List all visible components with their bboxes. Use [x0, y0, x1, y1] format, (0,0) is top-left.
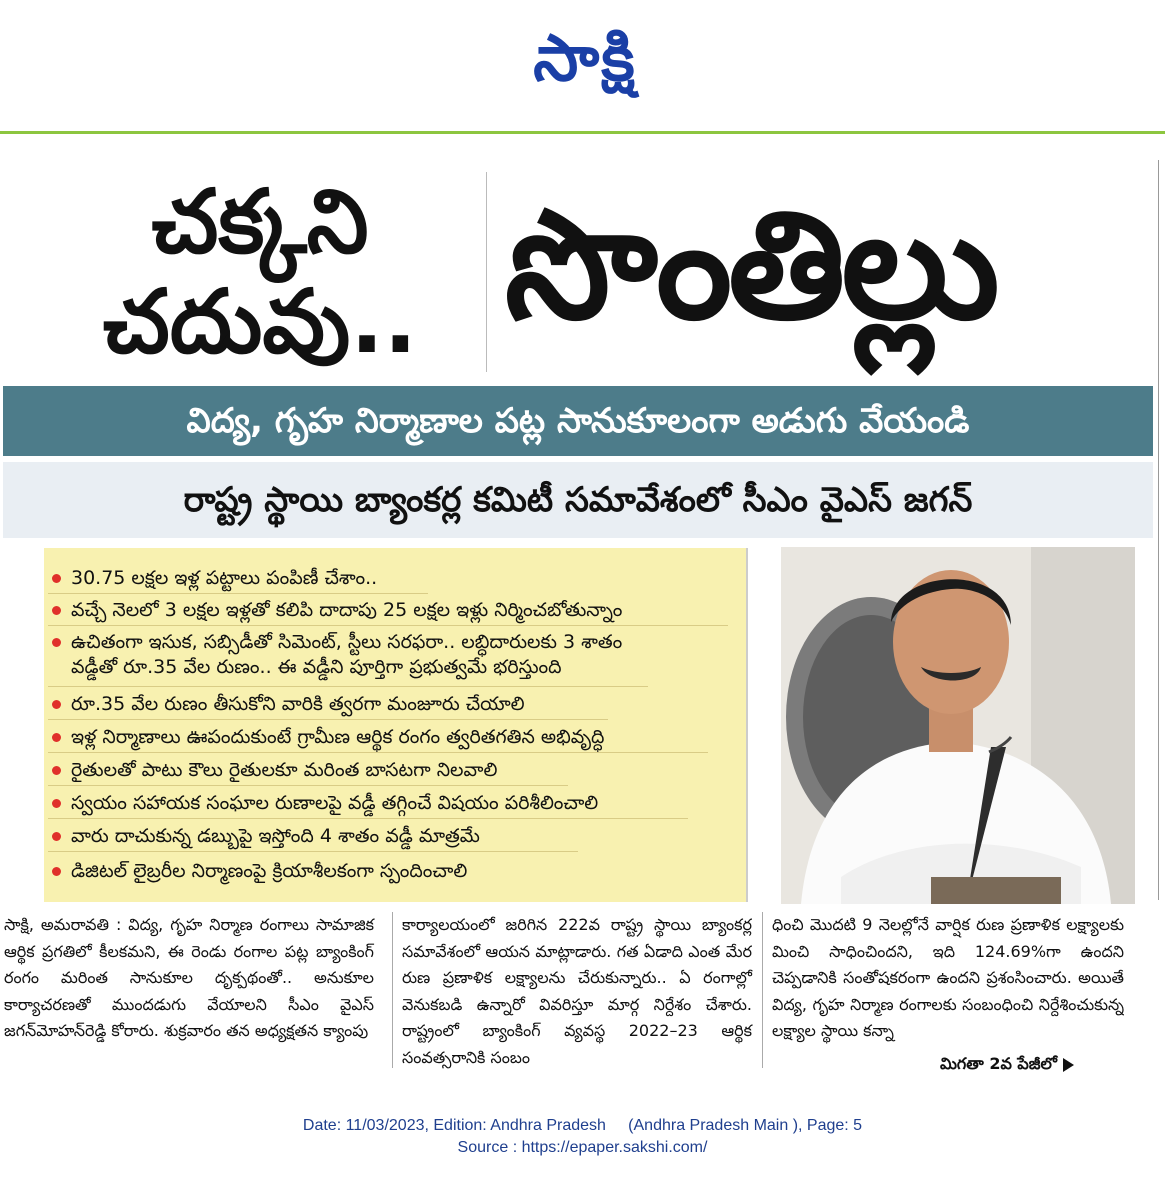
masthead: [0, 0, 1165, 130]
highlight-item: డిజిటల్ లైబ్రరీల నిర్మాణంపై క్రియాశీలకంగా స్పందించాలి: [52, 859, 467, 883]
highlight-item: రూ.35 వేల రుణం తీసుకోని వారికి త్వరగా మంజూరు చేయాలి: [52, 692, 525, 716]
highlight-rule: [48, 851, 578, 852]
column-rule: [762, 912, 763, 1068]
column-rule: [392, 912, 393, 1068]
highlight-rule: [48, 686, 648, 687]
highlight-item: 30.75 లక్షల ఇళ్ల పట్టాలు పంపిణీ చేశాం..: [52, 566, 377, 590]
bullet-dot-icon: [52, 832, 61, 841]
body-column-3: ధించి మొదటి 9 నెలల్లోనే వార్షిక రుణ ప్రణాళిక లక్ష్యాలకు మించి సాధించిందని, ఇది 124.69%గా ఉందని చెప్పడానికి సంతోషకరంగా ఉందని ప్రశంసించారు. అయితే విద్య, గృహ నిర్మాణ రంగాలకు సంబంధించి నిర్దేశించుకున్న లక్ష్యాల స్థాయి కన్నా: [772, 915, 1124, 1040]
highlights-box: [44, 548, 748, 902]
body-column-1: సాక్షి, అమరావతి : విద్య, గృహ నిర్మాణ రంగాలు సామాజిక ఆర్థిక ప్రగతిలో కీలకమని, ఈ రెండు రంగాల పట్ల బ్యాంకింగ్ రంగం మరింత సానుకూల దృక్పథంతో.. అనుకూల కార్యాచరణతో ముందడుగు వేయాలని సీఎం వైఎస్ జగన్‌మోహన్‌రెడ్డి కోరారు. శుక్రవారం తన అధ్యక్షతన క్యాంపు: [4, 915, 374, 1040]
highlight-item: రైతులతో పాటు కౌలు రైతులకూ మరింత బాసటగా నిలవాలి: [52, 758, 497, 782]
subheadline-secondary: రాష్ట్ర స్థాయి బ్యాంకర్ల కమిటీ సమావేశంలో సీఎం వైఎస్ జగన్: [3, 462, 1153, 538]
bullet-dot-icon: [52, 574, 61, 583]
bullet-dot-icon: [52, 700, 61, 709]
footer: [0, 1115, 1165, 1159]
footer-date-edition: Date: 11/03/2023, Edition: Andhra Pradesh (Andhra Pradesh Main ), Page: 5: [302, 1117, 863, 1134]
bullet-dot-icon: [52, 867, 61, 876]
continued-on-page: మిగతా 2వ పేజీలో: [940, 1054, 1074, 1077]
cm-photo: [781, 547, 1135, 904]
subheadline-primary: విద్య, గృహ నిర్మాణాల పట్ల సానుకూలంగా అడుగు వేయండి: [3, 386, 1153, 456]
masthead-divider: [0, 131, 1165, 134]
body-column-2: కార్యాలయంలో జరిగిన 222వ రాష్ట్ర స్థాయి బ్యాంకర్ల సమావేశంలో ఆయన మాట్లాడారు. గత ఏడాది ఎంత మేర రుణ ప్రణాళిక లక్ష్యాలను చేరుకున్నారు.. ఏ రంగాల్లో వెనుకబడి ఉన్నారో వివరిస్తూ మార్గ నిర్దేశం చేశారు. రాష్ట్రంలో బ్యాంకింగ్ వ్యవస్థ 2022–23 ఆర్థిక సంవత్సరానికి సంబం: [402, 915, 752, 1067]
sakshi-logo: సాక్షి: [533, 22, 637, 96]
highlight-item-continuation: వడ్డీతో రూ.35 వేల రుణం.. ఈ వడ్డీని పూర్తిగా ప్రభుత్వమే భరిస్తుంది: [71, 656, 562, 678]
highlight-rule: [48, 785, 568, 786]
headline-left-line2: చదువు..: [102, 270, 418, 373]
bullet-dot-icon: [52, 799, 61, 808]
bullet-dot-icon: [52, 766, 61, 775]
highlight-item: వారు దాచుకున్న డబ్బుపై ఇస్తోంది 4 శాతం వడ్డీ మాత్రమే: [52, 824, 480, 848]
headline-left-line1: చక్కని: [151, 170, 369, 273]
footer-source: Source : https://epaper.sakshi.com/: [457, 1139, 708, 1156]
bullet-dot-icon: [52, 733, 61, 742]
highlight-item: ఇళ్ల నిర్మాణాలు ఊపందుకుంటే గ్రామీణ ఆర్థిక రంగం త్వరితగతిన అభివృద్ధి: [52, 725, 604, 749]
bullet-dot-icon: [52, 638, 61, 647]
headline-right: సొంతిల్లు: [505, 179, 996, 353]
headline: [0, 150, 1160, 382]
headline-divider: [486, 172, 487, 372]
highlight-item: ఉచితంగా ఇసుక, సబ్సిడీతో సిమెంట్, స్టీలు సరఫరా.. లబ్ధిదారులకు 3 శాతం: [52, 630, 622, 654]
highlight-item: వచ్చే నెలలో 3 లక్షల ఇళ్లతో కలిపి దాదాపు 25 లక్షల ఇళ్లు నిర్మించబోతున్నాం: [52, 598, 622, 622]
highlight-rule: [48, 593, 428, 594]
highlight-rule: [48, 625, 728, 626]
cm-photo-illustration: [781, 547, 1135, 904]
highlight-rule: [48, 818, 688, 819]
headline-left: [40, 172, 480, 372]
arrow-right-icon: [1063, 1058, 1074, 1072]
highlight-rule: [48, 752, 708, 753]
highlight-rule: [48, 719, 608, 720]
bullet-dot-icon: [52, 606, 61, 615]
highlight-item: స్వయం సహాయక సంఘాల రుణాలపై వడ్డీ తగ్గించే విషయం పరిశీలించాలి: [52, 791, 598, 815]
